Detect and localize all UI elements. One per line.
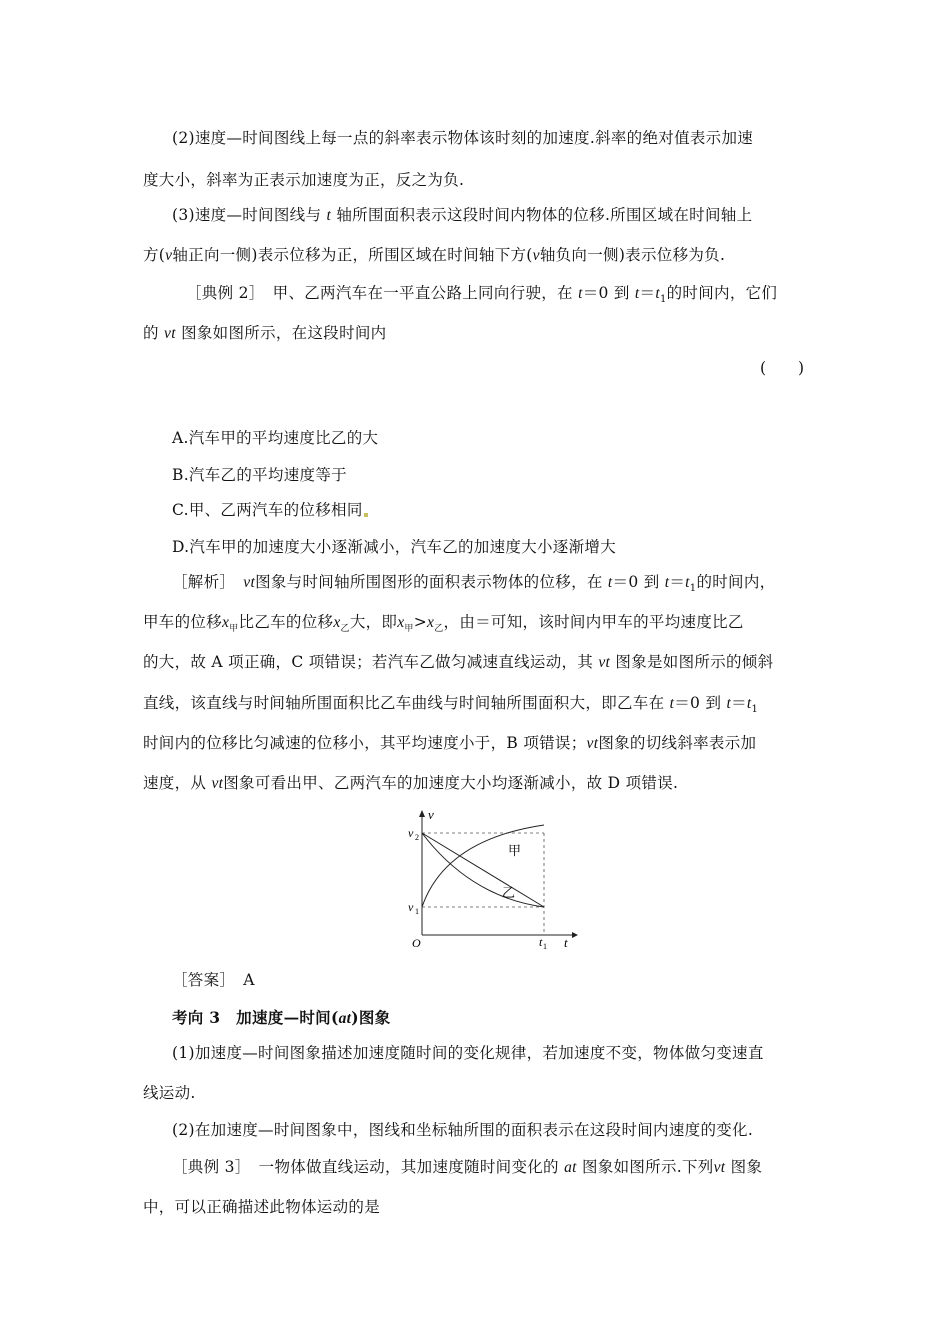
para-3-line-2: 方(v轴正向一侧)表示位移为正，所围区域在时间轴下方(v轴负向一侧)表示位移为负. <box>143 246 726 264</box>
section-3-para-1-line-2: 线运动. <box>143 1084 196 1102</box>
section-3-heading: 考向 3 加速度—时间(at)图象 <box>172 1008 391 1027</box>
v-axis-label: v <box>428 807 434 822</box>
para-3-line-1: (3)速度—时间图线与 t 轴所围面积表示这段时间内物体的位移.所围区域在时间轴上 <box>172 206 753 224</box>
para-2-line-1: (2)速度—时间图线上每一点的斜率表示物体该时刻的加速度.斜率的绝对值表示加速 <box>172 129 754 147</box>
v2-label: v <box>408 826 414 840</box>
t1-label: t <box>539 935 543 949</box>
v2-sub: 2 <box>415 833 419 842</box>
para-2-line-2: 度大小，斜率为正表示加速度为正，反之为负. <box>143 171 465 189</box>
analysis-line-6: 速度，从 vt图象可看出甲、乙两汽车的加速度大小均逐渐减小，故 D 项错误. <box>143 774 679 792</box>
example-2-line-2: 的 vt 图象如图所示，在这段时间内 <box>143 324 387 342</box>
example-2-line-1: ［典例 2］ 甲、乙两汽车在一平直公路上同向行驶，在 t＝0 到 $t=t_1$的时间内，它们 <box>186 284 778 306</box>
option-d: D.汽车甲的加速度大小逐渐减小，汽车乙的加速度大小逐渐增大 <box>172 538 617 556</box>
analysis-line-3: 的大，故 A 项正确，C 项错误；若汽车乙做匀减速直线运动，其 vt 图象是如图所示的倾斜 <box>143 653 774 671</box>
analysis-line-4: 直线，该直线与时间轴所围面积比乙车曲线与时间轴所围面积大，即乙车在 t＝0 到 $t=t_1$ <box>143 694 759 716</box>
answer-blank: ( ) <box>760 359 805 377</box>
origin-label: O <box>412 936 421 950</box>
jia-label: 甲 <box>508 843 522 858</box>
vt-graph-figure <box>400 805 580 950</box>
uniform-deceleration-line <box>422 833 544 907</box>
v1-label: v <box>408 900 414 914</box>
t-axis-label: t <box>564 935 568 950</box>
example-3-line-2: 中，可以正确描述此物体运动的是 <box>143 1198 381 1216</box>
v1-sub: 1 <box>415 907 419 916</box>
option-c: C.甲、乙两汽车的位移相同 <box>172 500 368 520</box>
section-3-para-2: (2)在加速度—时间图象中，图线和坐标轴所围的面积表示在这段时间内速度的变化. <box>172 1121 754 1139</box>
analysis-line-2: 甲车的位移$x_甲$比乙车的位移$x_乙$大，即$x_甲>x_乙$，由＝可知，该时间内甲车的平均速度比乙 <box>143 613 744 635</box>
t1-sub: 1 <box>543 942 547 950</box>
option-b: B.汽车乙的平均速度等于 <box>172 466 347 484</box>
answer-line: ［答案］ A <box>172 971 255 989</box>
example-3-line-1: ［典例 3］ 一物体做直线运动，其加速度随时间变化的 at 图象如图所示.下列vt 图象 <box>172 1158 763 1176</box>
jia-curve <box>422 825 544 907</box>
section-3-para-1-line-1: (1)加速度—时间图象描述加速度随时间的变化规律，若加速度不变，物体做匀变速直 <box>172 1044 764 1062</box>
yi-label: 乙 <box>502 885 516 900</box>
option-a: A.汽车甲的平均速度比乙的大 <box>172 429 379 447</box>
v-axis-arrow <box>419 810 425 817</box>
analysis-line-1: ［解析］ vt图象与时间轴所围图形的面积表示物体的位移，在 t＝0 到 $t=t_1$的时间内， <box>172 573 776 595</box>
t-axis-arrow <box>572 932 578 938</box>
analysis-line-5: 时间内的位移比匀减速的位移小，其平均速度小于，B 项错误；vt图象的切线斜率表示加 <box>143 734 757 752</box>
